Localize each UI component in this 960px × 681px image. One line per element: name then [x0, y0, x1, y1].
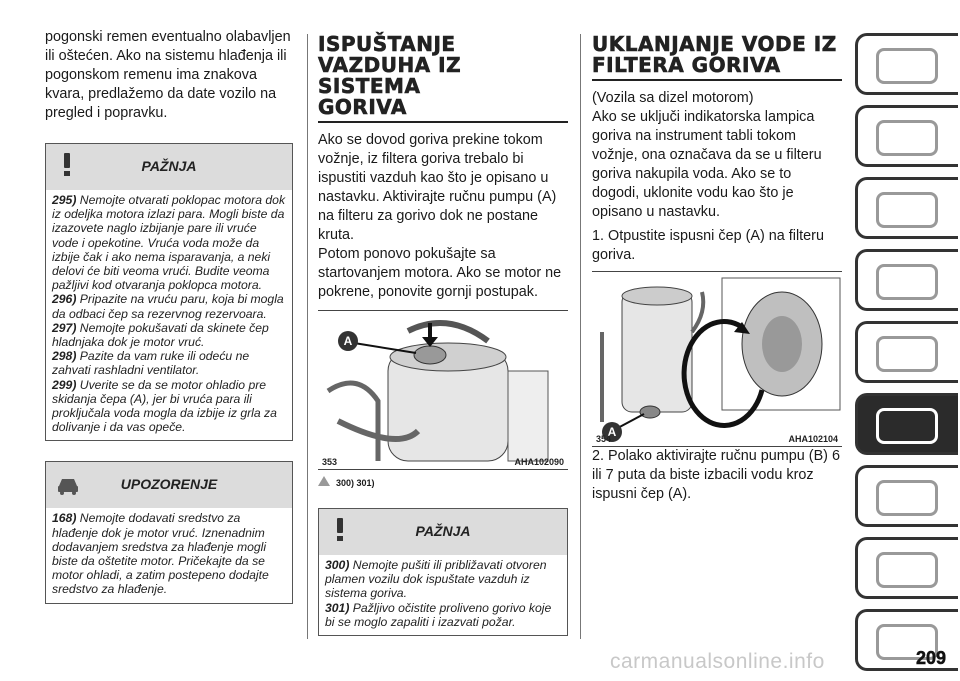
- chapter-tab-3[interactable]: [855, 177, 958, 239]
- caution-body: [46, 508, 292, 602]
- notice-text: Pažljivo očistite proliveno gorivo koje bi se moglo zapaliti i izazvati požar.: [325, 600, 552, 629]
- figure-number: 354: [596, 434, 612, 444]
- car-info-icon: [876, 120, 938, 156]
- notice-item: [52, 349, 286, 377]
- chapter-tab-5[interactable]: [855, 321, 958, 383]
- car-breakdown-warning-icon: [876, 408, 938, 444]
- intro-paragraph: pogonski remen eventualno olabavljen ili oštećen. Ako na sistemu hlađenja ili pogonskom remenu ima znakova kvara, predlažemo da date vozilo na pregled i popravku.: [45, 29, 291, 121]
- step-2: 2. Polako aktivirajte ručnu pumpu (B) 6 ili 7 puta da biste izbacili vodu kroz ispusni čep (A).: [592, 448, 840, 502]
- chapter-tabs: [850, 33, 960, 681]
- notice-number: 296): [52, 292, 80, 307]
- figure-code: AHA102090: [514, 457, 564, 467]
- water-removal-paragraph: Ako se uključi indikatorska lampica goriva na instrument tabli tokom vožnje, ona označava da se u filteru goriva nakupila voda. Ako se to dogodi, uklonite vodu kao što je opisano u nastavku.: [592, 109, 822, 220]
- heading-rule: [592, 79, 842, 81]
- notice-number: 295): [52, 193, 80, 207]
- steering-key-icon: [876, 336, 938, 372]
- checklist-specs-icon: [876, 552, 938, 588]
- warning-title: PAŽNJA: [141, 158, 197, 174]
- fuel-filter-hand-pump-illustration: [318, 311, 568, 469]
- heading-rule: [318, 121, 568, 123]
- figure-reference: [318, 476, 568, 488]
- figure-number: 353: [322, 457, 338, 467]
- warning-box-1: [45, 143, 293, 441]
- notice-number: 297): [52, 320, 80, 335]
- warning-header: [319, 509, 567, 555]
- notice-number: 168): [52, 511, 80, 526]
- chapter-tab-1[interactable]: [855, 33, 958, 95]
- notice-number: 301): [325, 600, 353, 615]
- car-maintenance-icon: [876, 480, 938, 516]
- notice-item: [52, 321, 286, 349]
- notice-item: [52, 511, 286, 596]
- column-divider-2: [580, 34, 581, 639]
- notice-item: [52, 292, 286, 320]
- warning-header: [46, 144, 292, 190]
- airbag-safety-icon: [876, 264, 938, 300]
- chapter-tab-4[interactable]: [855, 249, 958, 311]
- warning-title: PAŽNJA: [415, 523, 471, 539]
- chapter-tab-6[interactable]: [855, 393, 958, 455]
- step-1: 1. Otpustite ispusni čep (A) na filteru goriva.: [592, 228, 824, 263]
- column-1: [45, 28, 293, 604]
- air-purge-paragraph-1: Ako se dovod goriva prekine tokom vožnje, iz filtera goriva trebalo bi ispustiti vazduh kao što je opisano u nastavku. Aktivirajte ručnu pumpu (A) na filteru za gorivo dok ne postane kruta.: [318, 132, 557, 243]
- column-divider-1: [307, 34, 308, 639]
- drain-plug-illustration: [592, 272, 842, 446]
- caution-box: [45, 461, 293, 603]
- notice-item: [325, 601, 561, 629]
- car-search-icon: [876, 48, 938, 84]
- notice-item: [52, 378, 286, 435]
- diesel-subtitle: (Vozila sa dizel motorom): [592, 90, 754, 106]
- notice-number: 300): [325, 558, 353, 572]
- chapter-tab-8[interactable]: [855, 537, 958, 599]
- column-3: [592, 34, 842, 504]
- figure-code: AHA102104: [788, 434, 838, 444]
- warning-body: [319, 555, 567, 635]
- caution-header: [46, 462, 292, 508]
- notice-number: 298): [52, 349, 80, 364]
- air-purge-paragraph-2: Potom ponovo pokušajte sa startovanjem motora. Ako se motor ne pokrene, ponovite gornji postupak.: [318, 246, 562, 300]
- notice-text: Nemojte otvarati poklopac motora dok iz odeljka motora izlazi para. Mogli biste da izazovete naglo izbijanje pare ili vruće vode i opekotine. Vruća voda može da izbije čak i ako nema isparavanja, a neki delovi će biti veoma vrući. Budite veoma pažljivi kod otvaranja poklopca motora.: [52, 193, 286, 293]
- warning-small-icon: [318, 476, 330, 486]
- notice-text: Nemojte pušiti ili približavati otvoren plamen vozilu dok ispuštate vazduh iz sistema goriva.: [325, 558, 547, 601]
- notice-number: 299): [52, 377, 80, 392]
- warning-body: [46, 190, 292, 440]
- section-heading-water-removal: UKLANJANJE VODE IZ FILTERA GORIVA: [592, 32, 837, 77]
- caution-title: UPOZORENJE: [120, 476, 218, 493]
- chapter-tab-7[interactable]: [855, 465, 958, 527]
- section-heading-air-purge: ISPUŠTANJE VAZDUHA IZ SISTEMA GORIVA: [318, 32, 462, 119]
- figure-label-a: A: [343, 334, 353, 348]
- notice-text: Nemojte dodavati sredstvo za hlađenje dok je motor vruć. Iznenadnim dodavanjem sredstva za hlađenje mogli biste da oštetite motor. Pričekajte da se motor ohladi, a zatim postepeno dodajte sredstvo za hlađenje.: [52, 511, 269, 597]
- warning-box-2: [318, 508, 568, 636]
- figure-label-a: A: [607, 425, 617, 439]
- page-number: 209: [915, 648, 946, 668]
- warning-light-mail-icon: [876, 192, 938, 228]
- watermark: carmanualsonline.info: [610, 650, 825, 673]
- notice-item: [325, 558, 561, 601]
- column-2: [318, 34, 568, 636]
- figure-353: [318, 310, 568, 470]
- notice-item: [52, 193, 286, 292]
- notice-text: Pripazite na vruću paru, koja bi mogla da odbaci čep sa rezervnog rezervoara.: [52, 292, 284, 321]
- notice-text: Nemojte pokušavati da skinete čep hladnjaka dok je motor vruć.: [52, 320, 269, 350]
- figure-354: [592, 271, 842, 447]
- chapter-tab-2[interactable]: [855, 105, 958, 167]
- notice-text: Pazite da vam ruke ili odeću ne zahvati rashladni ventilator.: [52, 349, 250, 378]
- figure-ref-text: 300) 301): [336, 478, 375, 488]
- notice-text: Uverite se da se motor ohladio pre skidanja čepa (A), jer bi vruća para ili proključala voda mogla da izbije iz grla za dolivanje i da vas opeče.: [52, 377, 277, 435]
